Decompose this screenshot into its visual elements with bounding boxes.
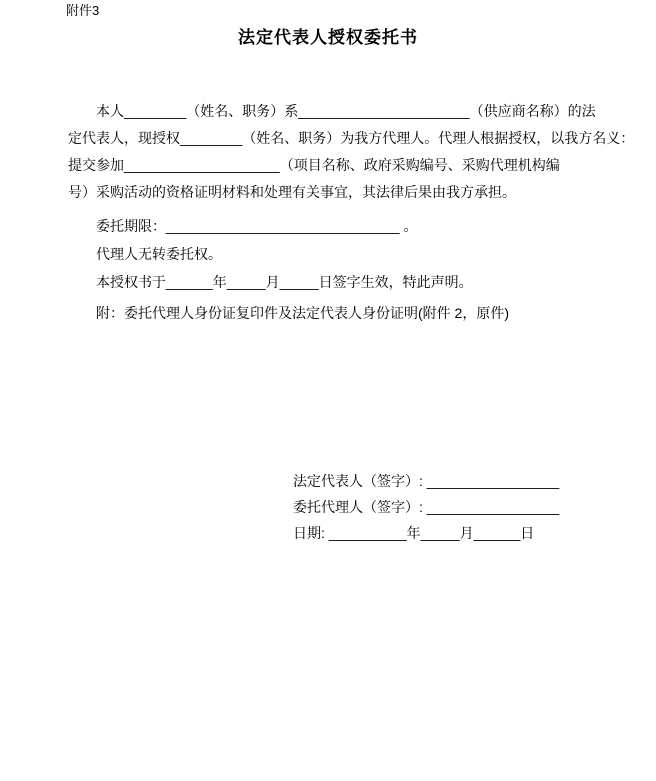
legal-rep-signature-line: 法定代表人（签字）: _________________ bbox=[293, 473, 560, 489]
attachment-note-line: 附：委托代理人身份证复印件及法定代表人身份证明(附件 2，原件) bbox=[96, 305, 509, 321]
paragraph-line-4: 号）采购活动的资格证明材料和处理有关事宜，其法律后果由我方承担。 bbox=[68, 184, 516, 200]
page-title: 法定代表人授权委托书 bbox=[238, 28, 418, 47]
authorization-paragraph bbox=[68, 98, 635, 206]
no-subdelegation-line: 代理人无转委托权。 bbox=[96, 246, 222, 262]
effective-date-line: 本授权书于______年_____月_____日签字生效，特此声明。 bbox=[96, 274, 473, 290]
paragraph-line-3: 提交参加____________________（项目名称、政府采购编号、采购代理机构编 bbox=[68, 157, 560, 173]
paragraph-line-2: 定代表人，现授权________（姓名、职务）为我方代理人。代理人根据授权，以我方名义： bbox=[68, 130, 635, 146]
entrust-term-line: 委托期限：______________________________ 。 bbox=[96, 218, 418, 234]
paragraph-line-1: 本人________（姓名、职务）系______________________（供应商名称）的法 bbox=[96, 103, 596, 119]
signature-block bbox=[293, 468, 656, 546]
attachment-label: 附件3 bbox=[66, 3, 100, 18]
agent-signature-line: 委托代理人（签字）: _________________ bbox=[293, 499, 560, 515]
date-line: 日期: __________年_____月______日 bbox=[293, 525, 535, 541]
